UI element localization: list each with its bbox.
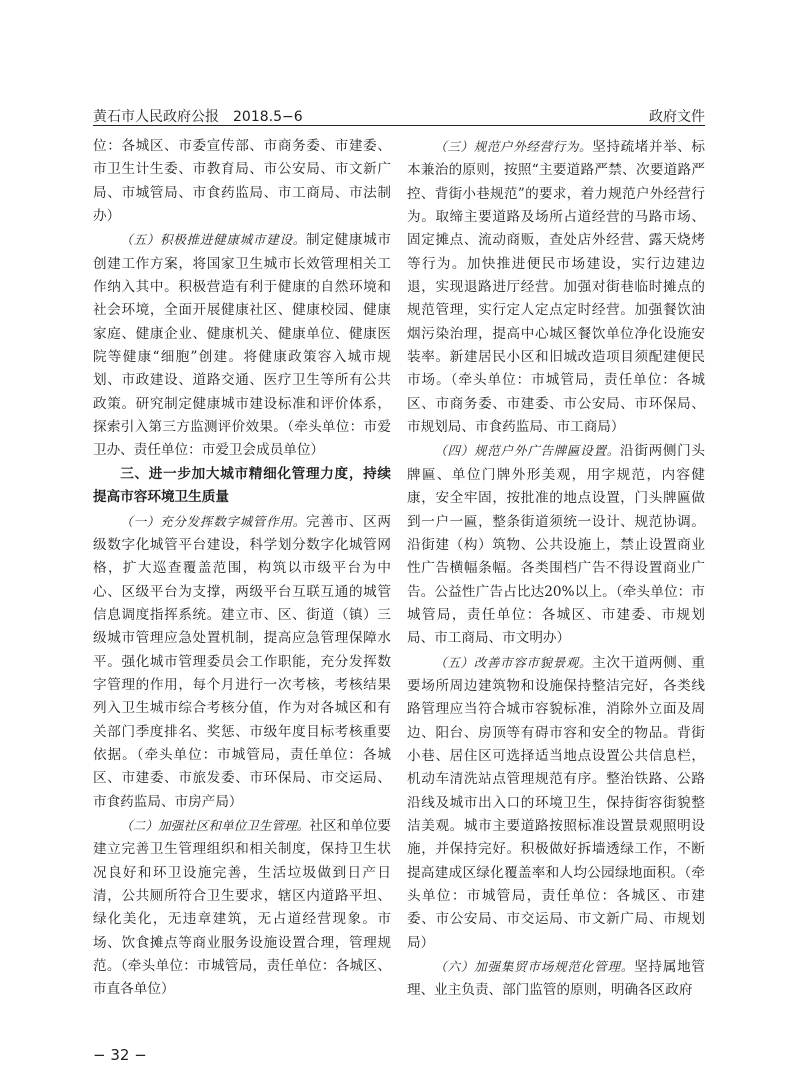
section-heading: 三、进一步加大城市精细化管理力度，持续提高市容环境卫生质量 — [93, 465, 391, 506]
section-title: 政府文件 — [649, 109, 705, 125]
paragraph: （五）改善市容市貌景观。主次干道两侧、重要场所周边建筑物和设施保持整洁完好，各类线路管理应当符合城市容貌标准，消除外立面及周边、阳台、房顶等有碍市容和安全的物品。背街小巷、居住区可选择适当地点设置公共信息栏，机动车清洗站点管理规范有序。整治铁路、公路沿线及城市出入口的环境卫生，保持街容街貌整洁美观。城市主要道路按照标准设置景观照明设施，并保持完好。积极做好拆墙透绿工作，不断提高建成区绿化覆盖率和人均公园绿地面积。（牵头单位：市城管局，责任单位：各城区、市建委、市公安局、市交运局、市文新广局、市规划局） — [407, 654, 706, 951]
subheading: （二）加强社区和单位卫生管理。 — [120, 817, 310, 833]
paragraph: 位：各城区、市委宣传部、市商务委、市建委、市卫生计生委、市教育局、市公安局、市文新广局、市城管局、市食药监局、市工商局、市法制办） — [93, 138, 391, 225]
paragraph: （四）规范户外广告牌匾设置。沿街两侧门头牌匾、单位门牌外形美观，用字规范，内容健康，安全牢固，按批准的地点设置，门头牌匾做到一户一匾，整条街道须统一设计、规范协调。沿街建（构）筑物、公共设施上，禁止设置商业性广告横幅条幅。各类围档广告不得设置商业广告。公益性广告占比达20%以上。（牵头单位：市城管局，责任单位：各城区、市建委、市规划局、市工商局、市文明办） — [407, 443, 706, 647]
subheading: （五）改善市容市貌景观。 — [434, 654, 593, 670]
paragraph: （一）充分发挥数字城管作用。完善市、区两级数字化城管平台建设，科学划分数字化城管网格，扩大巡查覆盖范围，构筑以市级平台为中心、区级平台为支撑，两级平台互联互通的城管信息调度指挥系统。建立市、区、街道（镇）三级城市管理应急处置机制，提高应急管理保障水平。强化城市管理委员会工作职能，充分发挥数字管理的作用，每个月进行一次考核，考核结果列入卫生城市综合考核分值，作为对各城区和有关部门季度排名、奖惩、市级年度目标考核重要依据。（牵头单位：市城管局，责任单位：各城区、市建委、市旅发委、市环保局、市交运局、市食药监局、市房产局） — [93, 513, 392, 810]
subheading: （三）规范户外经营行为。 — [434, 139, 593, 154]
journal-title: 黄石市人民政府公报 2018.5−6 — [93, 109, 303, 125]
subheading: （一）充分发挥数字城管作用。 — [120, 513, 307, 529]
paragraph: （五）积极推进健康城市建设。制定健康城市创建工作方案，将国家卫生城市长效管理相关工作纳入其中。积极营造有利于健康的自然环境和社会环境，全面开展健康社区、健康校园、健康家庭、健康企业、健康机关、健康单位、健康医院等健康“细胞”创建。将健康政策容入城市规划、市政建设、道路交通、医疗卫生等所有公共政策。研究制定健康城市建设标准和评价体系，探索引入第三方监测评价效果。（牵头单位：市爱卫办、责任单位：市爱卫会成员单位） — [93, 232, 392, 459]
paragraph: （二）加强社区和单位卫生管理。社区和单位要建立完善卫生管理组织和相关制度，保持卫生状况良好和环卫设施完善，生活垃圾做到日产日清，公共厕所符合卫生要求，辖区内道路平坦、绿化美化，无违章建筑，无占道经营现象。市场、饮食摊点等商业服务设施设置合理，管理规范。（牵头单位：市城管局，责任单位：各城区、市直各单位） — [93, 817, 392, 998]
left-column — [93, 135, 391, 1002]
paragraph: （三）规范户外经营行为。坚持疏堵并举、标本兼治的原则，按照“主要道路严禁、次要道路严控、背街小巷规范”的要求，着力规范户外经营行为。取缔主要道路及场所占道经营的马路市场、固定摊点、流动商贩，查处店外经营、露天烧烤等行为。加快推进便民市场建设，实行边建边退，实现退路进厅经营。加强对街巷临时摊点的规范管理，实行定人定点定时经营。加强餐饮油烟污染治理，提高中心城区餐饮单位净化设施安装率。新建居民小区和旧城改造项目须配建便民市场。（牵头单位：市城管局，责任单位：各城区、市商务委、市建委、市公安局、市环保局、市规划局、市食药监局、市工商局） — [407, 139, 706, 436]
page-header — [93, 104, 705, 124]
subheading: （五）积极推进健康城市建设。 — [120, 232, 307, 248]
page-number: − 32 − — [93, 1046, 147, 1064]
header-divider — [93, 125, 705, 126]
right-column — [407, 135, 705, 1003]
subheading: （六）加强集贸市场规范化管理。 — [434, 959, 635, 975]
subheading: （四）规范户外广告牌匾设置。 — [434, 443, 621, 459]
paragraph: （六）加强集贸市场规范化管理。坚持属地管理、业主负责、部门监管的原则，明确各区政府 — [407, 959, 706, 999]
